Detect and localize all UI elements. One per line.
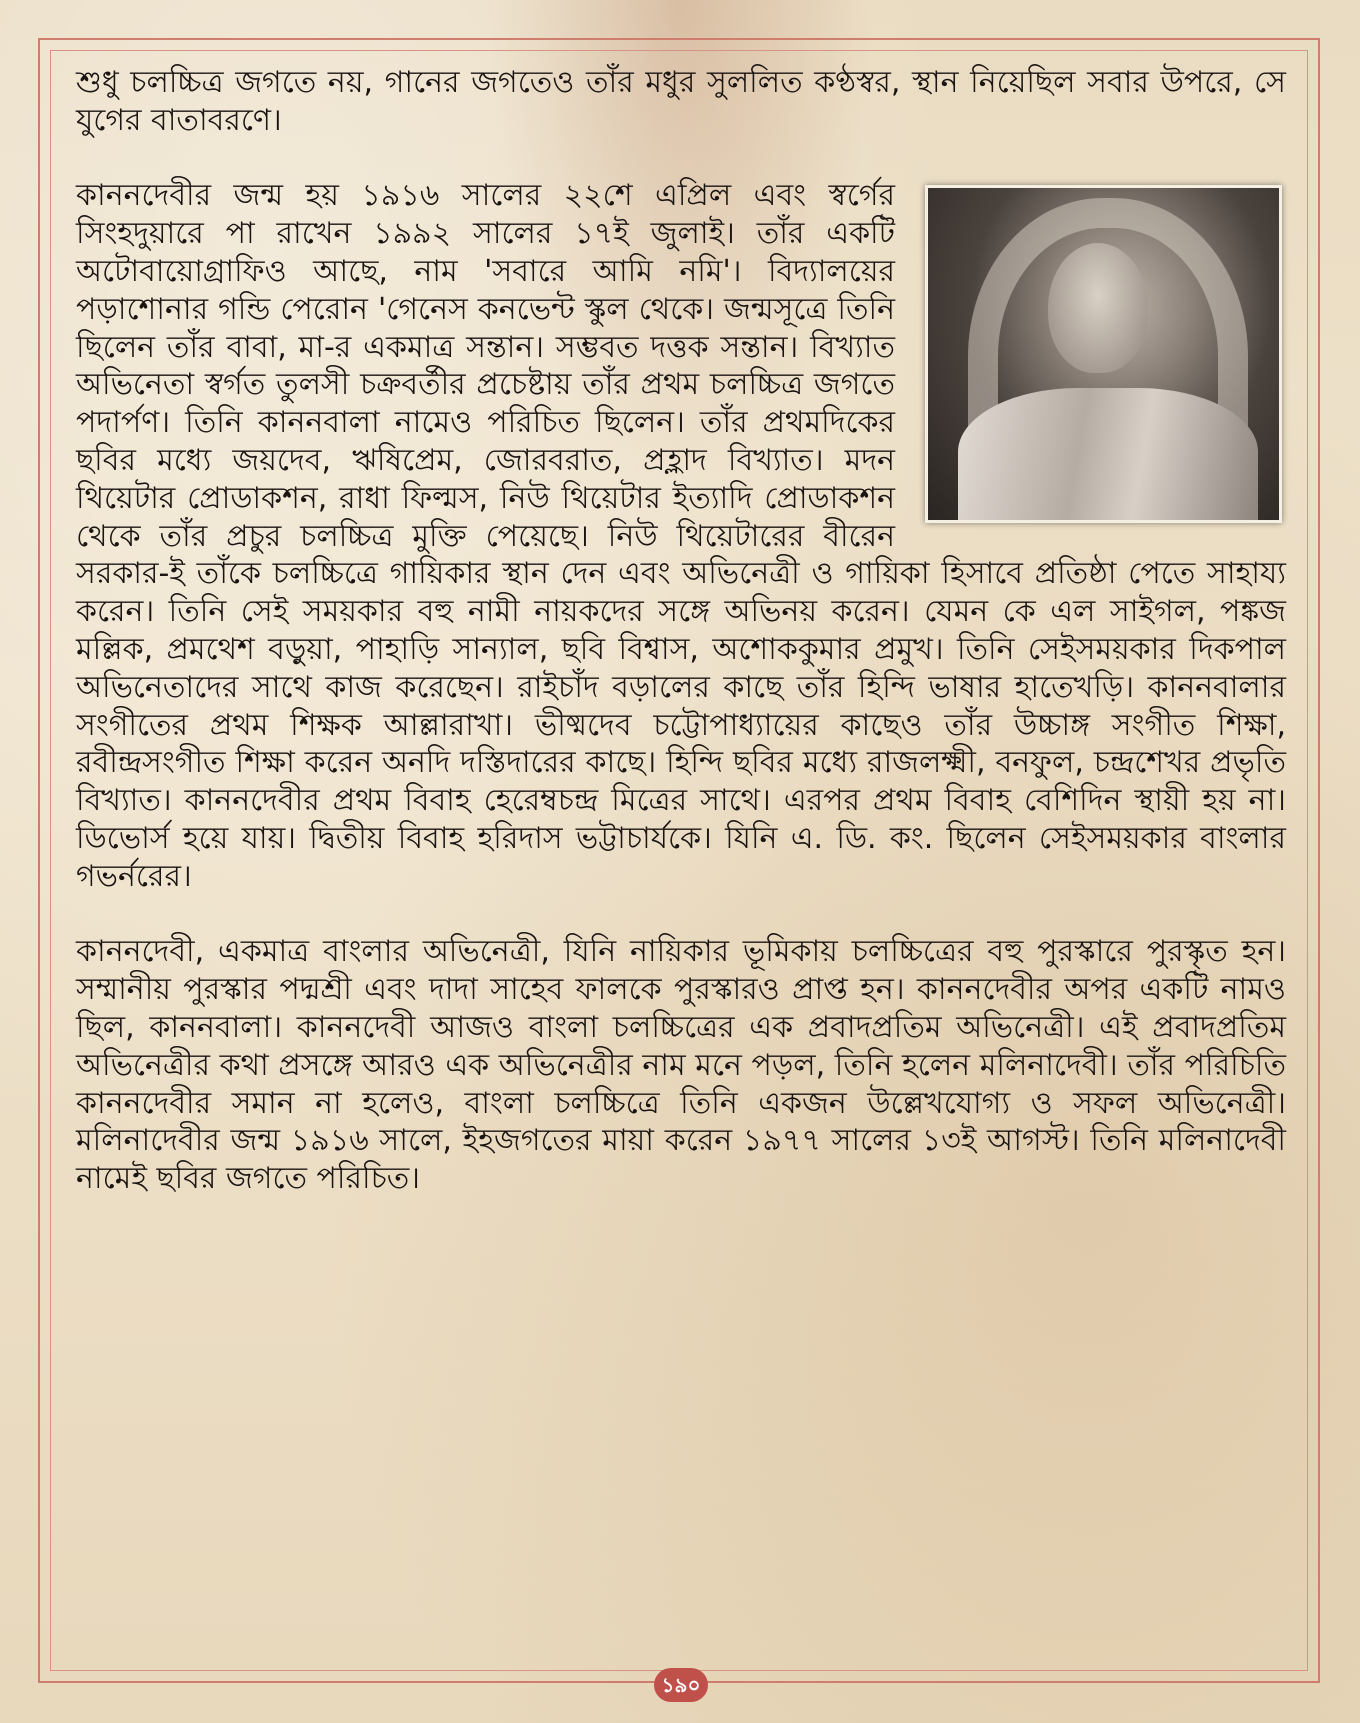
paragraph-biography-block [76,177,1286,895]
article-body [76,64,1286,1198]
page-number-badge: ১৯০ [654,1668,708,1702]
portrait-saree [958,388,1258,523]
portrait-face [1048,243,1148,373]
portrait-photo [925,185,1282,523]
paragraph-intro: শুধু চলচ্চিত্র জগতে নয়, গানের জগতেও তাঁর মধুর সুললিত কণ্ঠস্বর, স্থান নিয়েছিল সবার উপরে, সে যুগের বাতাবরণে। [76,65,1286,138]
paragraph-biography: কাননদেবীর জন্ম হয় ১৯১৬ সালের ২২শে এপ্রিল এবং স্বর্গের সিংহদুয়ারে পা রাখেন ১৯৯২ সালের ১৭ই জুলাই। তাঁর একটি অটোবায়োগ্রাফিও আছে, নাম 'সবারে আমি নমি'। বিদ্যালয়ের পড়াশোনার গন্ডি পেরোন 'গেনেস কনভেন্ট স্কুল থেকে। জন্মসূত্রে তিনি ছিলেন তাঁর বাবা, মা-র একমাত্র সন্তান। সম্ভবত দত্তক সন্তান। বিখ্যাত অভিনেতা স্বর্গত তুলসী চক্রবর্তীর প্রচেষ্টায় তাঁর প্রথম চলচ্চিত্র জগতে পদার্পণ। তিনি কাননবালা নামেও পরিচিত ছিলেন। তাঁর প্রথমদিকের ছবির মধ্যে জয়দেব, ঋষিপ্রেম, জোরবরাত, প্রহ্লাদ বিখ্যাত। মদন থিয়েটার প্রোডাকশন, রাধা ফিল্মস, নিউ থিয়েটার ইত্যাদি প্রোডাকশন থেকে তাঁর প্রচুর চলচ্চিত্র মুক্তি পেয়েছে। নিউ থিয়েটারের বীরেন সরকার-ই তাঁকে চলচ্চিত্রে গায়িকার স্থান দেন এবং অভিনেত্রী ও গায়িকা হিসাবে প্রতিষ্ঠা পেতে সাহায্য করেন। তিনি সেই সময়কার বহু নামী নায়কদের সঙ্গে অভিনয় করেন। যেমন কে এল সাইগল, পঙ্কজ মল্লিক, প্রমথেশ বড়ুয়া, পাহাড়ি সান্যাল, ছবি বিশ্বাস, অশোককুমার প্রমুখ। তিনি সেইসময়কার দিকপাল অভিনেতাদের সাথে কাজ করেছেন। রাইচাঁদ বড়ালের কাছে তাঁর হিন্দি ভাষার হাতেখড়ি। কাননবালার সংগীতের প্রথম শিক্ষক আল্লারাখা। ভীষ্মদেব চট্টোপাধ্যায়ের কাছেও তাঁর উচ্চাঙ্গ সংগীত শিক্ষা, রবীন্দ্রসংগীত শিক্ষা করেন অনদি দস্তিদারের কাছে। হিন্দি ছবির মধ্যে রাজলক্ষ্মী, বনফুল, চন্দ্রশেখর প্রভৃতি বিখ্যাত। কাননদেবীর প্রথম বিবাহ হেরেম্বচন্দ্র মিত্রের সাথে। এরপর প্রথম বিবাহ বেশিদিন স্থায়ী হয় না। ডিভোর্স হয়ে যায়। দ্বিতীয় বিবাহ হরিদাস ভট্টাচার্যকে। যিনি এ. ডি. কং. ছিলেন সেইসময়কার বাংলার গভর্নরের। [76,178,1286,894]
paragraph-awards: কাননদেবী, একমাত্র বাংলার অভিনেত্রী, যিনি নায়িকার ভূমিকায় চলচ্চিত্রের বহু পুরস্কারে পুরস্কৃত হন। সম্মানীয় পুরস্কার পদ্মশ্রী এবং দাদা সাহেব ফালকে পুরস্কারও প্রাপ্ত হন। কাননদেবীর অপর একটি নামও ছিল, কাননবালা। কাননদেবী আজও বাংলা চলচ্চিত্রের এক প্রবাদপ্রতিম অভিনেত্রী। এই প্রবাদপ্রতিম অভিনেত্রীর কথা প্রসঙ্গে আরও এক অভিনেত্রীর নাম মনে পড়ল, তিনি হলেন মলিনাদেবী। তাঁর পরিচিতি কাননদেবীর সমান না হলেও, বাংলা চলচ্চিত্রে তিনি একজন উল্লেখযোগ্য ও সফল অভিনেত্রী। মলিনাদেবীর জন্ম ১৯১৬ সালে, ইহজগতের মায়া করেন ১৯৭৭ সালের ১৩ই আগস্ট। তিনি মলিনাদেবী নামেই ছবির জগতে পরিচিত। [76,934,1286,1197]
